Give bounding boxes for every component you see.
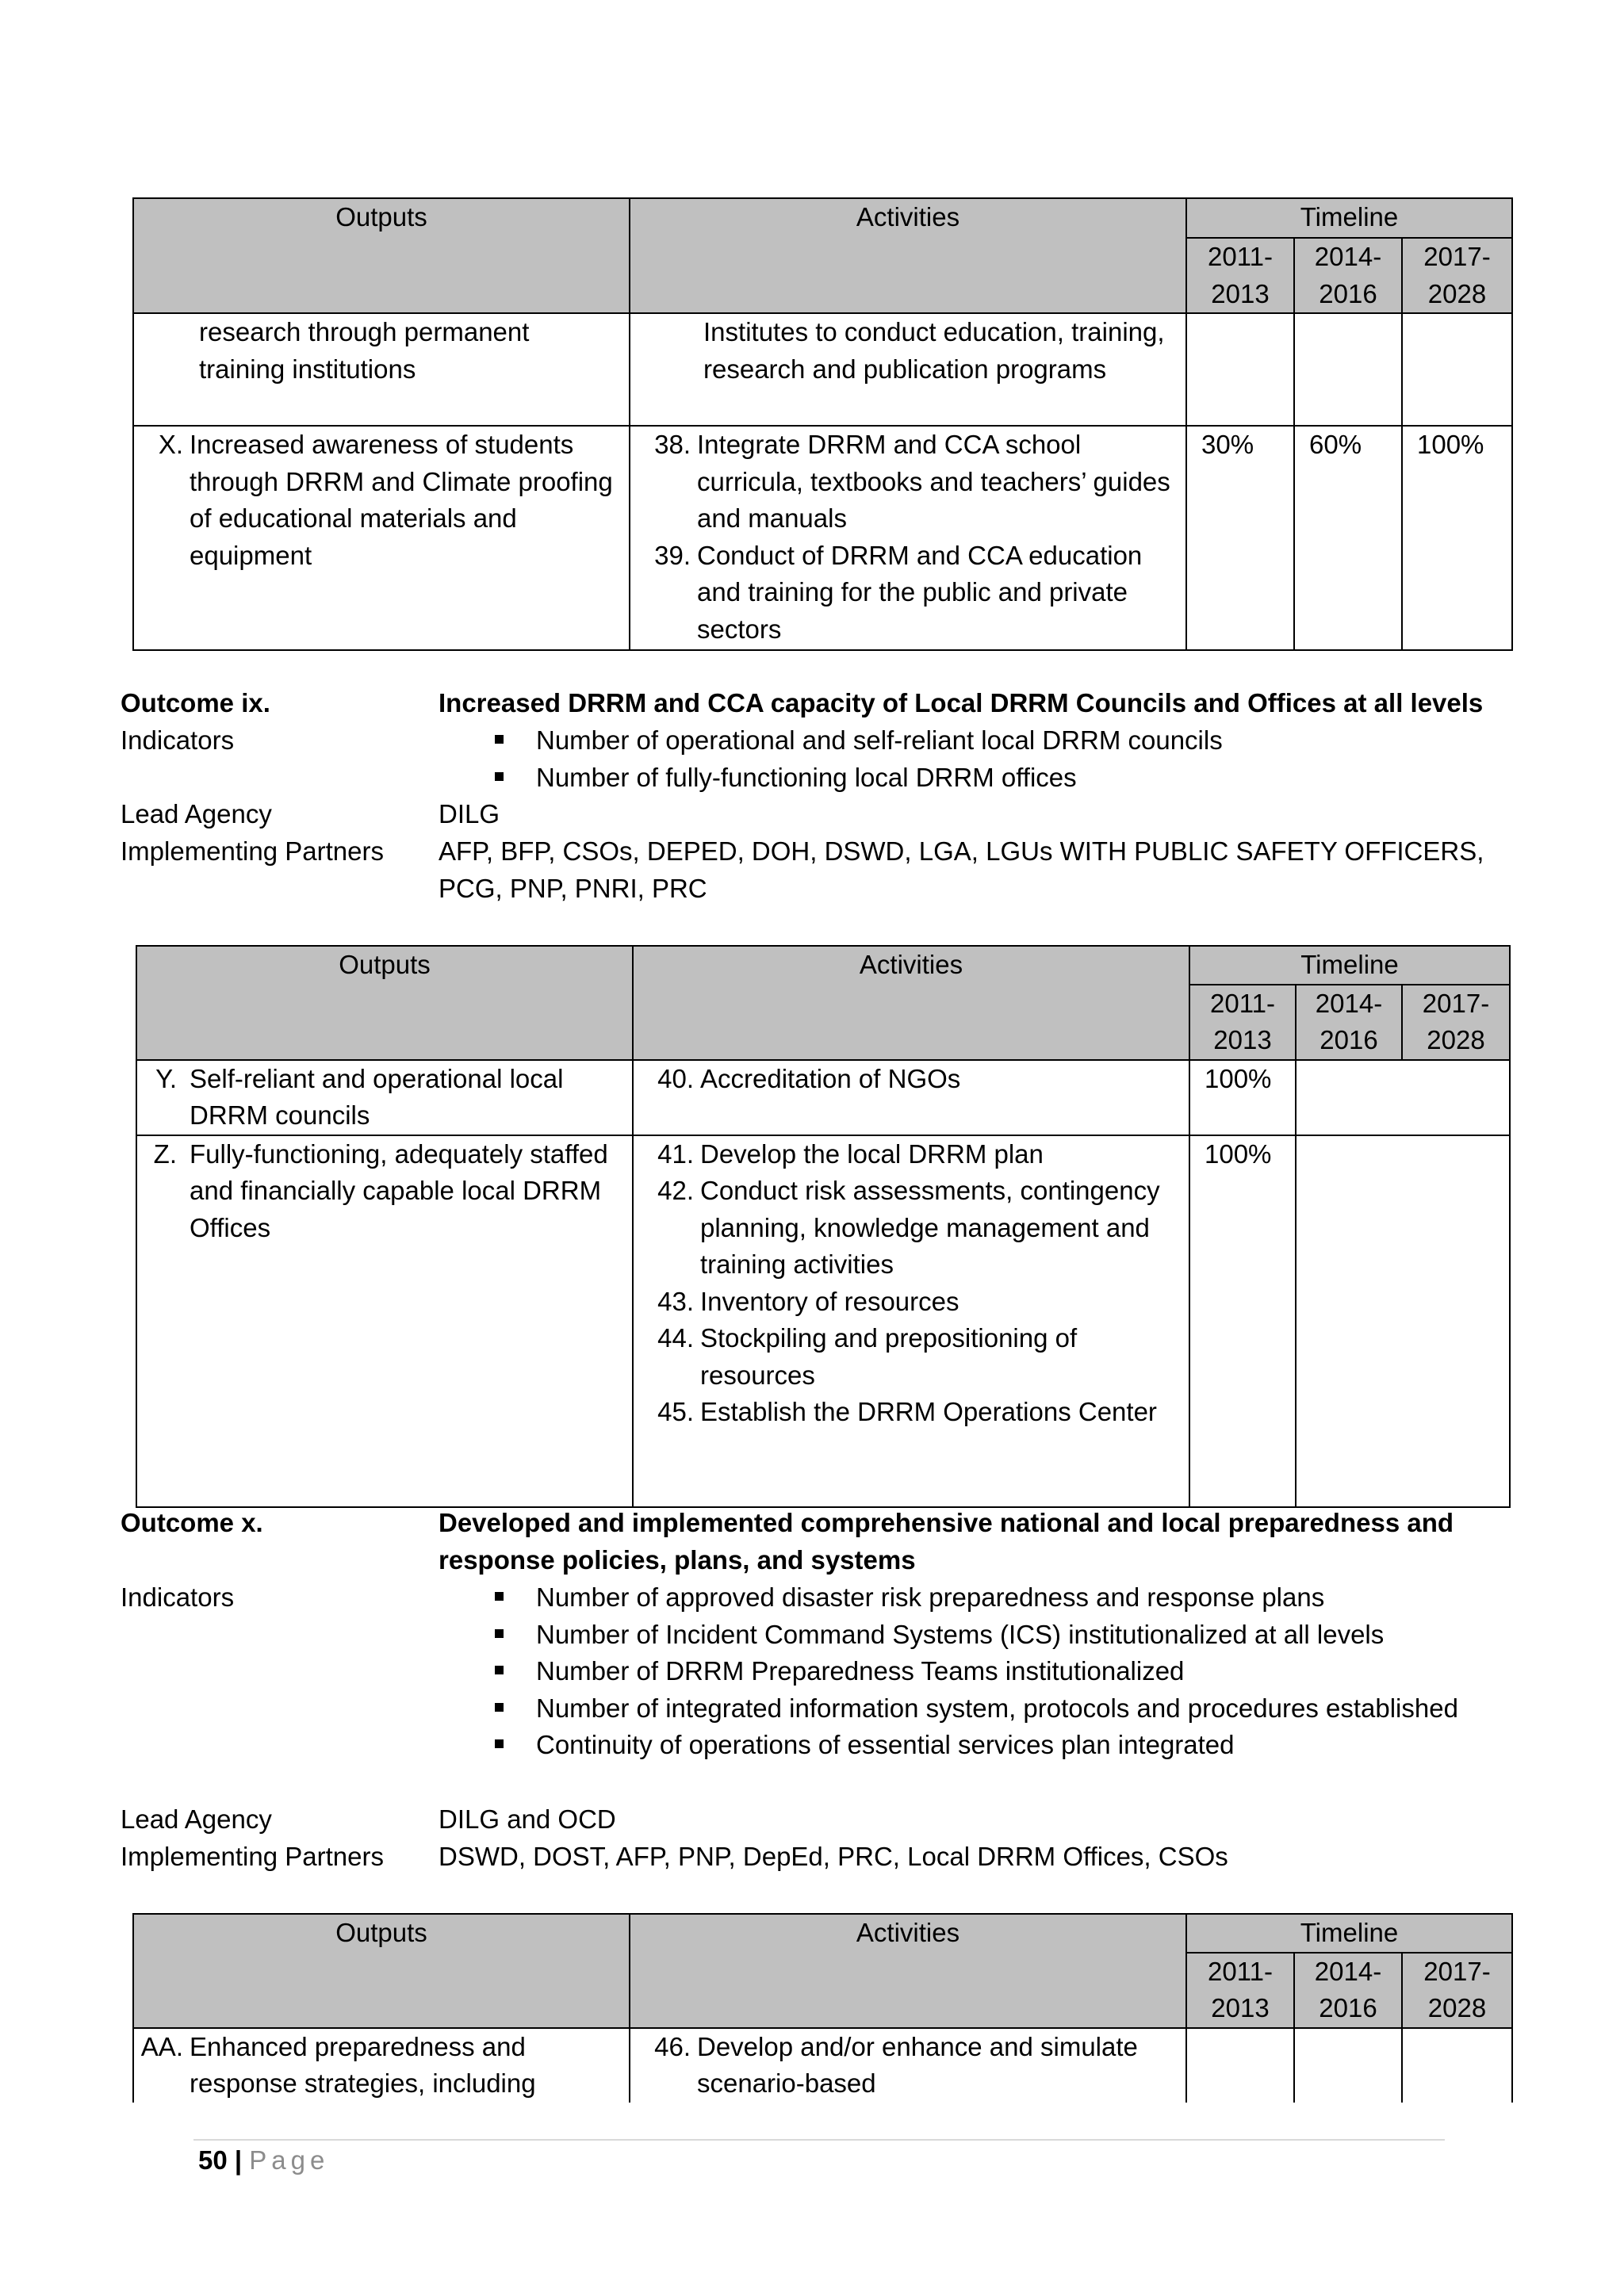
bullet-icon [495,1666,504,1674]
activity-number: 40. [657,1063,694,1093]
table-cell-output [133,313,630,426]
table-cell-output [136,1060,633,1135]
activity-text: Institutes to conduct education, training, research and publication programs [703,317,1165,384]
outcome-title: Developed and implemented comprehensive national and local preparedness and response policies, plans, and systems [439,1508,1454,1575]
indicator-item: Number of Incident Command Systems (ICS) institutionalized at all levels [492,1617,1491,1654]
header-outputs: Outputs [136,946,633,1060]
output-item-z [137,1136,632,1247]
activity-number: 44. [657,1323,694,1353]
output-text: Fully-functioning, adequately staffed and financially capable local DRRM Offices [190,1138,608,1242]
activity-number: 41. [657,1138,694,1169]
indicator-item: Continuity of operations of essential services plan integrated [492,1727,1491,1764]
table-cell-output [133,2028,630,2103]
activity-text: Establish the DRRM Operations Center [700,1397,1157,1426]
indicator-item: Number of approved disaster risk preparedness and response plans [492,1579,1491,1617]
timeline-value: 100% [1205,1063,1272,1093]
header-activities: Activities [633,946,1189,1060]
table-cell-output [136,1135,633,1507]
output-text: research through permanent training institutions [199,317,530,384]
table-cell-timeline [1186,313,1294,426]
table-cell-activities [630,426,1186,650]
outcome-title: Increased DRRM and CCA capacity of Local DRRM Councils and Offices at all levels [439,688,1484,718]
activity-number: 43. [657,1286,694,1316]
bullet-icon [495,1703,504,1712]
lead-agency-label: Lead Agency [121,799,272,828]
activity-text: Integrate DRRM and CCA school curricula, textbooks and teachers’ guides and manuals [697,430,1170,533]
activity-item [634,1284,1189,1321]
activity-number: 38. [654,430,691,459]
partners-label: Implementing Partners [121,1842,384,1871]
header-activities: Activities [630,1914,1186,2028]
table-cell-timeline [1186,2028,1294,2103]
partners-value: DSWD, DOST, AFP, PNP, DepEd, PRC, Local DRRM Offices, CSOs [439,1842,1228,1871]
activity-item [634,1320,1189,1394]
header-timeline: Timeline [1189,946,1510,985]
activity-text: Conduct of DRRM and CCA education and training for the public and private sectors [697,540,1143,644]
table-cell-activities [630,2028,1186,2103]
activity-item [634,1173,1189,1284]
table-cell-timeline [1296,1060,1510,1135]
activity-item [630,538,1185,649]
output-text: Increased awareness of students through DRRM and Climate proofing of educational materials and equipment [190,430,613,570]
outcome-label: Outcome x. [121,1508,263,1537]
activity-item [630,427,1185,538]
timeline-value: 100% [1205,1138,1272,1169]
table-cell-timeline [1402,426,1512,650]
header-period-2: 2014- 2016 [1294,238,1402,313]
output-item-x [134,427,629,574]
output-item-y [137,1061,632,1135]
activity-item [634,1061,1189,1098]
table-cell-timeline [1294,426,1402,650]
activity-text: Develop the local DRRM plan [700,1138,1044,1169]
activity-item [634,1394,1189,1431]
activity-number: 46. [654,2031,691,2061]
header-period-3: 2017- 2028 [1402,1953,1512,2028]
lead-agency-value: DILG [439,799,500,828]
table-cell-activity [630,313,1186,426]
bullet-icon [495,772,504,781]
header-period-2: 2014- 2016 [1296,985,1402,1060]
timeline-value: 100% [1417,430,1484,459]
timeline-value: 30% [1201,430,1254,459]
activity-text: Develop and/or enhance and simulate scenario-based [697,2031,1138,2098]
indicator-item: Number of integrated information system, protocols and procedures established [492,1690,1491,1728]
indicator-item: Number of DRRM Preparedness Teams institutionalized [492,1653,1491,1690]
activity-number: 42. [657,1176,694,1205]
lead-agency-label: Lead Agency [121,1804,272,1834]
bullet-icon [495,1629,504,1638]
table-cell-activities [633,1060,1189,1135]
table-outputs-3 [132,1913,1513,2103]
output-marker: X. [158,430,183,459]
outcome-label: Outcome ix. [121,688,270,718]
header-period-3: 2017- 2028 [1402,238,1512,313]
indicators-list [492,1579,1491,1764]
output-marker: Y. [155,1063,177,1093]
indicators-label: Indicators [121,1582,235,1612]
header-period-1: 2011- 2013 [1189,985,1296,1060]
output-text: Enhanced preparedness and response strategies, including [190,2031,536,2098]
header-timeline: Timeline [1186,198,1512,238]
table-outputs-2 [136,945,1511,1508]
header-outputs: Outputs [133,1914,630,2028]
activity-text: Conduct risk assessments, contingency planning, knowledge management and training activities [700,1176,1160,1279]
bullet-icon [495,1739,504,1748]
indicators-label: Indicators [121,725,235,755]
page-number: 50 [198,2145,228,2175]
indicator-item: Number of fully-functioning local DRRM offices [492,760,1522,797]
activity-item [630,2029,1185,2103]
activity-text: Inventory of resources [700,1286,959,1316]
header-period-2: 2014- 2016 [1294,1953,1402,2028]
footer-rule [193,2139,1445,2141]
table-cell-timeline [1189,1135,1296,1507]
activity-text: Accreditation of NGOs [700,1063,961,1093]
output-item-aa [134,2029,629,2103]
header-period-1: 2011- 2013 [1186,238,1294,313]
table-cell-output [133,426,630,650]
table-cell-timeline [1296,1135,1510,1507]
footer-separator: | [234,2145,243,2175]
timeline-value: 60% [1309,430,1362,459]
table-cell-timeline [1294,313,1402,426]
header-outputs: Outputs [133,198,630,313]
activity-number: 39. [654,540,691,570]
indicator-item: Number of operational and self-reliant local DRRM councils [492,722,1522,760]
output-marker: AA. [140,2031,183,2061]
partners-value: AFP, BFP, CSOs, DEPED, DOH, DSWD, LGA, LGUs WITH PUBLIC SAFETY OFFICERS, PCG, PNP, PNRI, PRC [439,836,1484,903]
table-cell-activities [633,1135,1189,1507]
header-activities: Activities [630,198,1186,313]
header-period-3: 2017- 2028 [1402,985,1510,1060]
page-word: Page [249,2145,330,2175]
table-cell-timeline [1189,1060,1296,1135]
bullet-icon [495,735,504,744]
table-cell-timeline [1402,313,1512,426]
indicators-list [492,722,1522,796]
table-cell-timeline [1186,426,1294,650]
header-timeline: Timeline [1186,1914,1512,1953]
activity-item [634,1136,1189,1173]
output-marker: Z. [153,1138,177,1169]
table-cell-timeline [1294,2028,1402,2103]
output-text: Self-reliant and operational local DRRM councils [190,1063,564,1130]
partners-label: Implementing Partners [121,836,384,866]
table-outputs-1 [132,197,1513,651]
page-footer [198,2142,329,2179]
table-cell-timeline [1402,2028,1512,2103]
header-period-1: 2011- 2013 [1186,1953,1294,2028]
bullet-icon [495,1592,504,1601]
activity-number: 45. [657,1397,694,1426]
activity-text: Stockpiling and prepositioning of resources [700,1323,1078,1390]
lead-agency-value: DILG and OCD [439,1804,616,1834]
